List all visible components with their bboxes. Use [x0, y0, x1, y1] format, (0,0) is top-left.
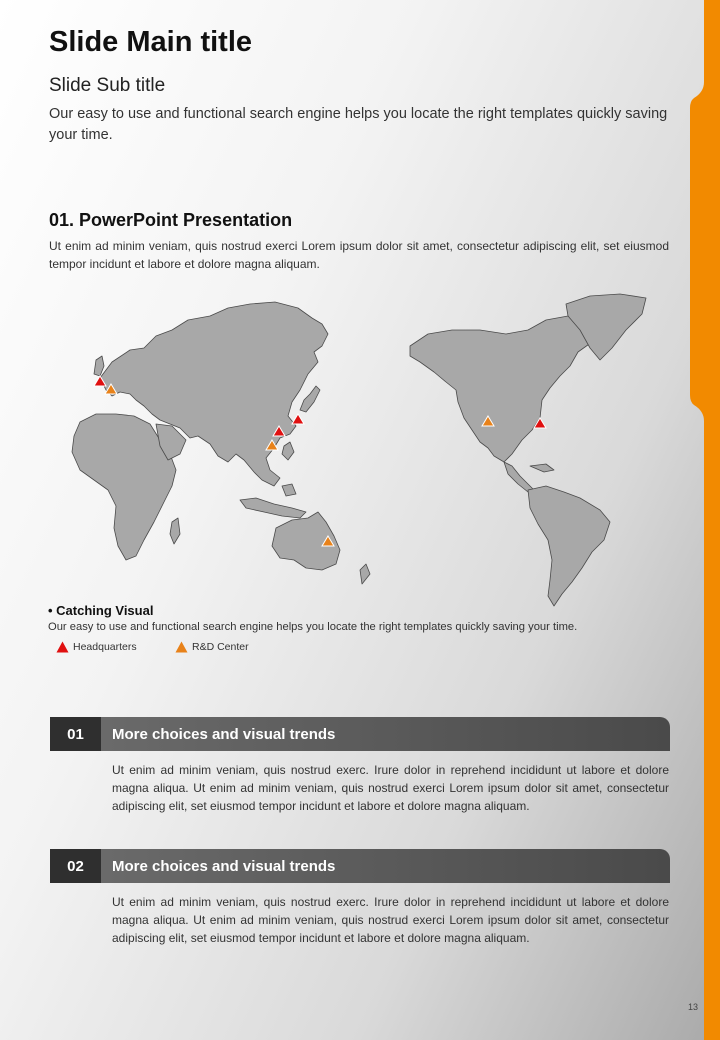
slide-sub-title: Slide Sub title — [49, 75, 166, 96]
item-title: More choices and visual trends — [101, 717, 670, 751]
item-number: 01 — [50, 717, 101, 751]
red-triangle-icon — [56, 641, 69, 653]
world-map — [60, 290, 660, 610]
map-north-america — [410, 316, 600, 462]
item-body-01: Ut enim ad minim veniam, quis nostrud exerc. Irure dolor in reprehend incididunt ut labore et dolore magna aliqua. Ut enim ad minim veniam, quis nostrud exerci Lorem ipsum dolor sit amet, consectetur adipiscing elit, set eiusmod tempor incidunt et labore et dolore magna aliquam. — [112, 763, 669, 813]
legend-headquarters-label: Headquarters — [73, 641, 137, 653]
section-title: 01. PowerPoint Presentation — [49, 210, 293, 230]
item-header-01 — [50, 717, 670, 751]
slide-intro-text: Our easy to use and functional search engine helps you locate the right templates quickly saving your time. — [49, 106, 668, 143]
legend-rd-center — [175, 641, 249, 653]
item-body-02: Ut enim ad minim veniam, quis nostrud exerc. Irure dolor in reprehend incididunt ut labore et dolore magna aliqua. Ut enim ad minim veniam, quis nostrud exerci Lorem ipsum dolor sit amet, consectetur adipiscing elit, set eiusmod tempor incidunt et labore et dolore magna aliquam. — [112, 895, 669, 945]
caption-body: Our easy to use and functional search engine helps you locate the right templates quickly saving your time. — [48, 621, 578, 633]
map-japan — [300, 386, 320, 412]
page-number: 13 — [688, 1002, 699, 1012]
legend-rd-center-label: R&D Center — [192, 641, 249, 653]
map-philippines — [282, 442, 294, 460]
item-number: 02 — [50, 849, 101, 883]
headquarters-marker — [292, 414, 304, 424]
map-south-america — [528, 486, 610, 606]
map-indonesia — [240, 498, 306, 518]
orange-triangle-icon — [175, 641, 188, 653]
caption-title: • Catching Visual — [48, 603, 154, 618]
legend-headquarters — [56, 641, 137, 653]
item-title: More choices and visual trends — [101, 849, 670, 883]
item-header-02 — [50, 849, 670, 883]
section-body: Ut enim ad minim veniam, quis nostrud exerci Lorem ipsum dolor sit amet, consectetur adipiscing elit, set eiusmod tempor incidunt et labore et dolore magna aliquam. — [49, 239, 669, 271]
slide-main-title: Slide Main title — [49, 26, 253, 58]
map-britain — [94, 356, 104, 376]
